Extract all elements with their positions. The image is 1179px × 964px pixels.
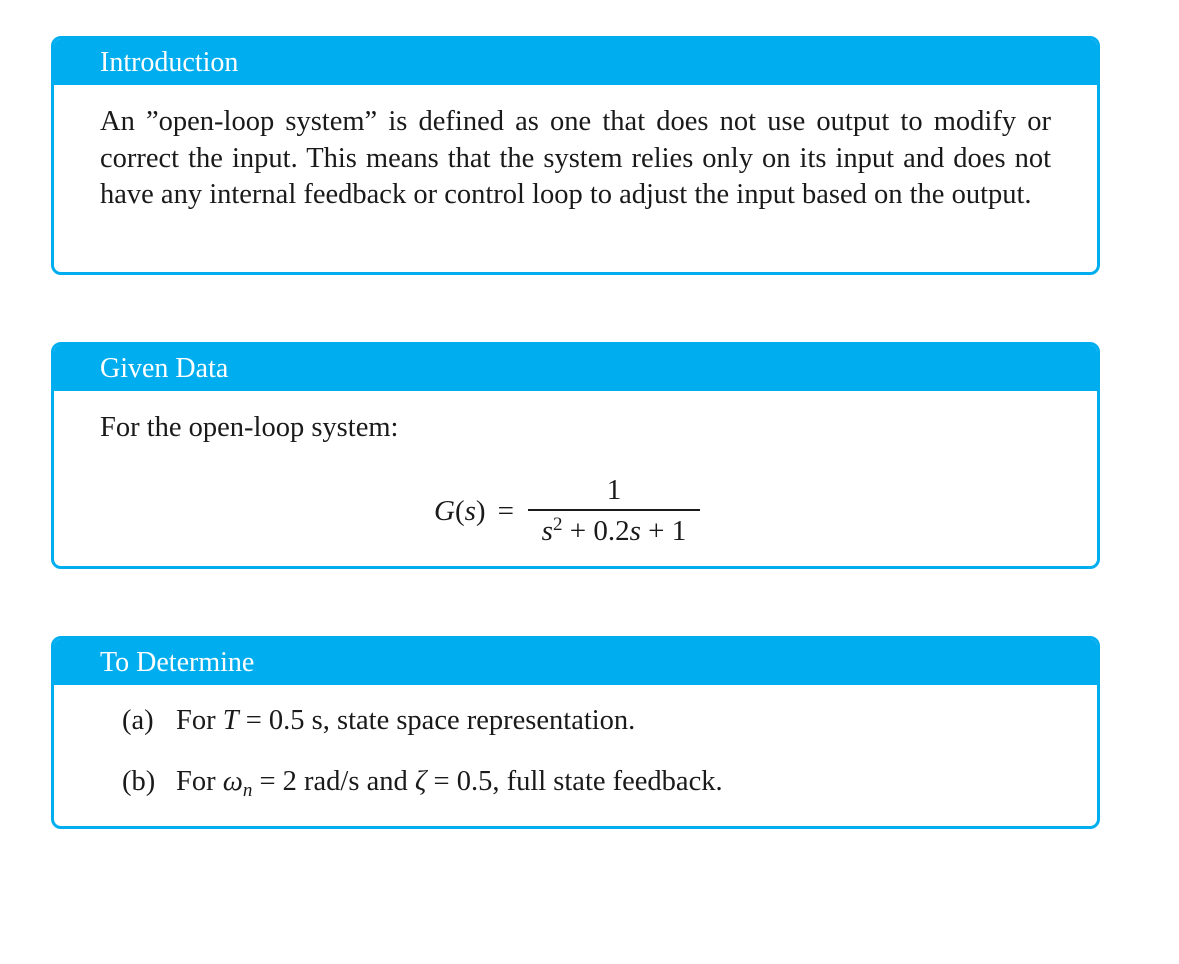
introduction-text: An ”open-loop system” is defined as one that does not use output to modify or correct the input. This means that the system relies only on its input and does not have any internal feedback or control loop to adjust the input based on the output. [100,106,1051,210]
given-data-box [51,342,1100,569]
item-b-rest: = 0.5, full state feedback. [426,766,723,797]
transfer-function-equation [434,473,700,549]
given-data-body [54,410,1097,447]
item-a-prefix: For [176,705,223,736]
item-b-prefix: For [176,766,223,797]
given-data-title: Given Data [54,345,1097,391]
introduction-box [51,36,1100,275]
list-item-b [122,766,723,801]
item-b-variable: ω [222,766,243,797]
introduction-title: Introduction [54,39,1097,85]
given-data-text: For the open-loop system: [100,412,399,443]
denominator-term-2: + 1 [640,515,687,547]
item-a-rest: = 0.5 s, state space representation. [238,705,636,736]
equation-lhs-variable: s [464,494,476,527]
item-b-variable-2: ζ [414,766,427,797]
denominator-variable-s: s [541,515,553,547]
item-b-mid: = 2 rad/s and [252,766,415,797]
equation-equals: = [497,494,514,527]
denominator-variable-s2: s [629,515,641,547]
equation-function-name: G [434,494,455,527]
to-determine-title: To Determine [54,639,1097,685]
list-item-text [176,705,635,737]
denominator-term-1: + 0.2 [562,515,630,547]
equation-denominator [542,511,687,549]
introduction-body [54,104,1097,214]
equation-fraction [528,473,700,549]
item-b-subscript: n [242,780,253,801]
list-item-marker: (a) [122,705,154,736]
denominator-exponent: 2 [552,514,563,535]
list-item-text [176,766,723,801]
equation-numerator: 1 [606,474,622,506]
item-a-variable: T [222,705,239,736]
equation-lhs: G(s) [434,494,486,527]
list-item-marker: (b) [122,766,156,797]
list-item-a [122,705,635,737]
to-determine-box [51,636,1100,829]
